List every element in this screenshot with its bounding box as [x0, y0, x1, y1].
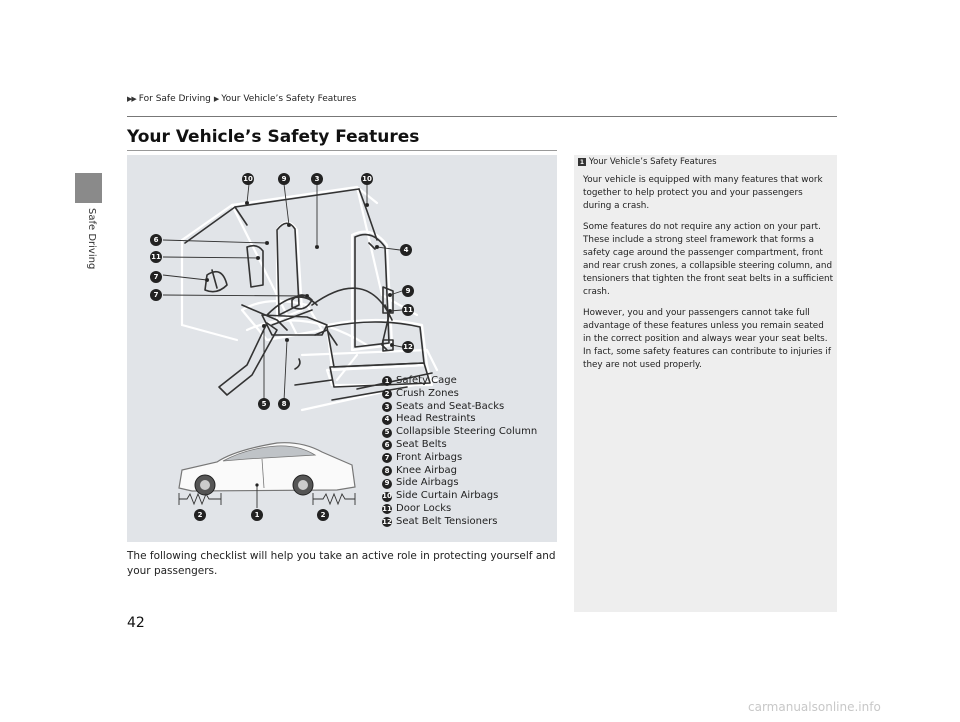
breadcrumb-arrow-icon: ▶▶: [127, 95, 136, 103]
figure-legend: [382, 375, 537, 529]
page-number: 42: [127, 615, 145, 631]
legend-label: Side Airbags: [396, 477, 459, 489]
legend-number: 11: [382, 504, 392, 513]
callout-10: 10: [362, 175, 372, 183]
legend-number: 8: [382, 466, 392, 476]
legend-label: Side Curtain Airbags: [396, 490, 499, 502]
note-body: [583, 174, 833, 380]
legend-item: [382, 401, 537, 414]
watermark: carmanualsonline.info: [748, 700, 881, 714]
legend-item: [382, 375, 537, 388]
note-heading: [578, 157, 717, 167]
legend-number: 10: [382, 492, 392, 501]
legend-item: [382, 503, 537, 516]
legend-label: Front Airbags: [396, 451, 463, 463]
header-divider: [127, 116, 837, 117]
callout-9: 9: [402, 285, 414, 297]
legend-label: Crush Zones: [396, 387, 459, 399]
callout-3: 3: [311, 173, 323, 185]
safety-features-figure: [127, 155, 557, 542]
legend-item: [382, 490, 537, 503]
legend-number: 1: [382, 376, 392, 386]
legend-number: 7: [382, 453, 392, 463]
car-side-illustration: [179, 443, 355, 508]
callout-7: 7: [150, 289, 162, 301]
legend-label: Seat Belt Tensioners: [396, 515, 498, 527]
callout-11: 11: [151, 253, 161, 261]
legend-label: Seats and Seat-Backs: [396, 400, 505, 412]
note-paragraph: Some features do not require any action on your part. These include a strong steel framework that forms a safety cage around the passenger compartment, front and rear crush zones, a collapsible steering column, and tensioners that tighten the front seat belts in a sufficient crash.: [583, 222, 834, 297]
side-note-panel: [574, 155, 837, 612]
callout-2: 2: [317, 509, 329, 521]
note-paragraph: Your vehicle is equipped with many features that work together to help protect you and your passengers during a crash.: [583, 175, 823, 211]
legend-label: Safety Cage: [396, 375, 457, 386]
legend-number: 12: [382, 517, 392, 526]
section-label: Safe Driving: [86, 208, 97, 270]
legend-number: 9: [382, 479, 392, 489]
legend-item: [382, 413, 537, 426]
legend-item: [382, 426, 537, 439]
callout-9: 9: [278, 173, 290, 185]
callout-6: 6: [150, 234, 162, 246]
legend-label: Seat Belts: [396, 438, 447, 450]
callout-10: 10: [243, 175, 253, 183]
legend-number: 6: [382, 440, 392, 450]
title-divider: [127, 150, 557, 151]
legend-label: Knee Airbag: [396, 464, 457, 476]
callout-11: 11: [403, 306, 413, 314]
section-tab: [75, 173, 102, 203]
figure-caption: The following checklist will help you take an active role in protecting yourself and your passengers.: [127, 550, 556, 577]
callout-1: 1: [251, 509, 263, 521]
legend-item: [382, 452, 537, 465]
legend-item: [382, 516, 537, 529]
callout-8: 8: [278, 398, 290, 410]
note-heading-text: Your Vehicle’s Safety Features: [589, 157, 717, 167]
legend-item: [382, 465, 537, 478]
legend-number: 2: [382, 389, 392, 399]
legend-item: [382, 388, 537, 401]
breadcrumb-arrow-icon: ▶: [213, 95, 219, 103]
callout-7: 7: [150, 271, 162, 283]
legend-number: 5: [382, 428, 392, 438]
note-reference-number: 1: [579, 158, 585, 166]
legend-label: Door Locks: [396, 502, 452, 514]
note-paragraph: However, you and your passengers cannot take full advantage of these features unless you remain seated in the correct position and always wear your seat belts. In fact, some safety features can contribute to injuries if they are not used properly.: [583, 308, 831, 370]
callout-2: 2: [194, 509, 206, 521]
legend-item: [382, 439, 537, 452]
legend-number: 4: [382, 415, 392, 425]
legend-label: Collapsible Steering Column: [396, 426, 538, 438]
legend-number: 3: [382, 402, 392, 412]
breadcrumb: [127, 94, 356, 104]
callout-12: 12: [403, 343, 413, 351]
legend-label: Head Restraints: [396, 413, 476, 425]
breadcrumb-item-safe-driving[interactable]: For Safe Driving: [138, 94, 211, 104]
breadcrumb-item-safety-features[interactable]: Your Vehicle’s Safety Features: [221, 94, 357, 104]
legend-item: [382, 477, 537, 490]
page-title: Your Vehicle’s Safety Features: [127, 127, 420, 147]
callout-4: 4: [400, 244, 412, 256]
callout-5: 5: [258, 398, 270, 410]
